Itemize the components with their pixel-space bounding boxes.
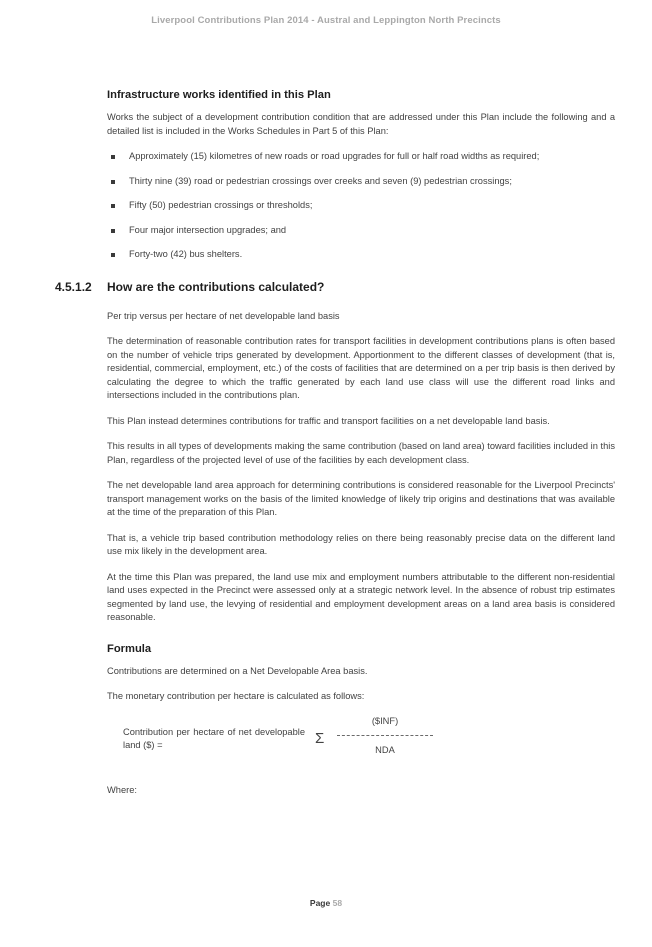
formula-paragraph: The monetary contribution per hectare is calculated as follows: (107, 691, 365, 701)
section-paragraph: Per trip versus per hectare of net developable land basis (107, 310, 340, 321)
section-paragraph: The net developable land area approach for determining contributions is considered reasonable for the Liverpool Precincts' transport management works on the basis of the limited knowledge of likely trip origins and destinations that was available at the time of the preparation of this Plan. (107, 480, 615, 517)
section-paragraph: At the time this Plan was prepared, the land use mix and employment numbers attributable to the different non-residential land uses expected in the Precinct were assessed only at a strategic network level. In the absence of robust trip estimates segmented by land use, the levying of residential and employment development areas on a land area basis is considered reasonable. (107, 571, 615, 622)
section-title: How are the contributions calculated? (107, 279, 325, 294)
section-paragraph: This Plan instead determines contributions for traffic and transport facilities on a net developable land basis. (107, 415, 550, 426)
list-item: Four major intersection upgrades; and (107, 224, 615, 238)
list-item: Thirty nine (39) road or pedestrian crossings over creeks and seven (9) pedestrian crossings; (107, 175, 615, 189)
infrastructure-list (107, 150, 615, 262)
section-paragraph: The determination of reasonable contribution rates for transport facilities in development contributions plans is often based on the number of vehicle trips generated by development. Apportionment to the different classes of development (that is, residential, commercial, employment, etc.) of the costs of facilities that are determined on a per trip basis is then derived by calculating the degree to which the traffic generated by each land use class will use the different road links and intersections included in the contributions plan. (107, 336, 615, 400)
list-item: Forty-two (42) bus shelters. (107, 248, 615, 262)
list-item: Approximately (15) kilometres of new roads or road upgrades for full or half road widths as required; (107, 150, 615, 164)
formula-denominator: NDA (375, 744, 395, 755)
where-label: Where: (107, 784, 137, 795)
page-footer (0, 898, 652, 908)
section-paragraph: This results in all types of developments making the same contribution (based on land area) toward facilities included in this Plan, regardless of the projected level of use of the facilities by each development class. (107, 441, 615, 465)
section-heading (55, 280, 615, 294)
formula-lhs: Contribution per hectare of net developable land ($) = (123, 726, 305, 750)
infrastructure-heading: Infrastructure works identified in this Plan (107, 89, 331, 101)
page-label: Page (309, 898, 331, 908)
sigma-symbol: Σ (315, 729, 325, 747)
section-number: 4.5.1.2 (55, 279, 92, 294)
page-header: Liverpool Contributions Plan 2014 - Austral and Leppington North Precincts (151, 15, 501, 26)
infrastructure-intro: Works the subject of a development contribution condition that are addressed under this Plan include the following and a detailed list is included in the Works Schedules in Part 5 of this Plan: (107, 112, 615, 136)
formula-paragraph: Contributions are determined on a Net Developable Area basis. (107, 665, 368, 676)
formula-numerator: ($INF) (371, 715, 399, 726)
page-content (55, 89, 615, 809)
formula-heading: Formula (107, 642, 152, 655)
list-item: Fifty (50) pedestrian crossings or thresholds; (107, 199, 615, 213)
page-number: 58 (332, 898, 343, 908)
formula-block (107, 716, 615, 772)
section-paragraph: That is, a vehicle trip based contribution methodology relies on there being reasonably precise data on the different land use mix likely in the development area. (107, 532, 615, 556)
fraction-line (337, 735, 433, 736)
